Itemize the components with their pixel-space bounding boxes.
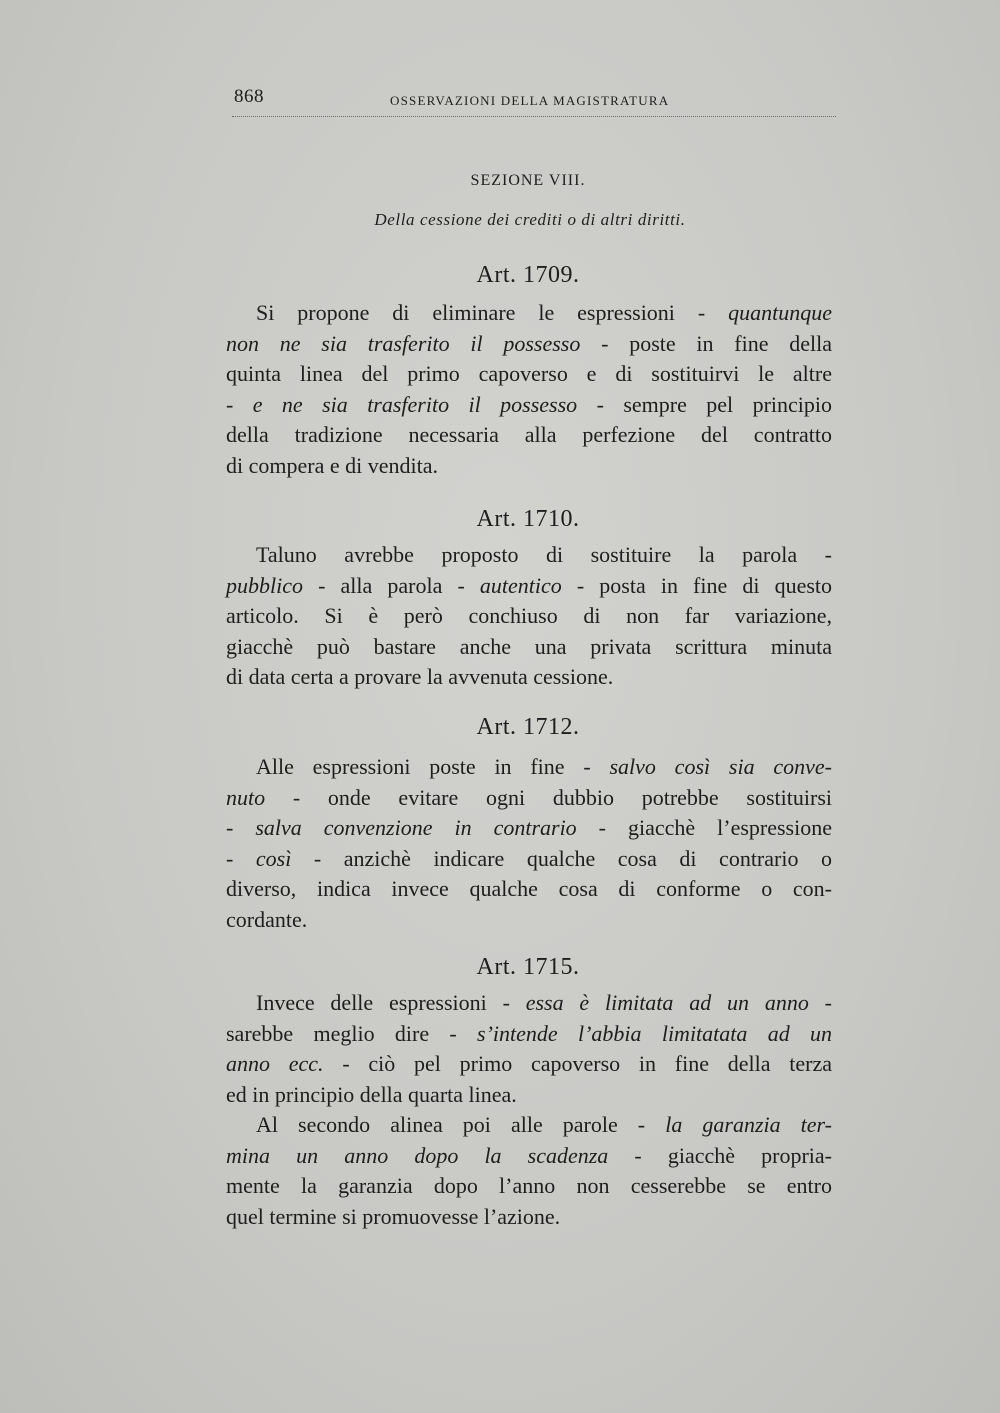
text-line: pubblico - alla parola - autentico - posta in fine di questo [226, 572, 833, 598]
text-line: della tradizione necessaria alla perfezione del contratto [226, 422, 832, 447]
text-line: sarebbe meglio dire - s’intende l’abbia limitatata ad un [226, 1020, 832, 1046]
text-line: mente la garanzia dopo l’anno non cesserebbe se entro [226, 1173, 832, 1198]
text-line: ed in principio della quarta linea. [226, 1081, 517, 1107]
text-line: quinta linea del primo capoverso e di sostituirvi le altre [226, 361, 832, 386]
text-line: - salva convenzione in contrario - giacchè l’espressione [226, 815, 832, 840]
text-line: - così - anzichè indicare qualche cosa di contrario o [226, 845, 833, 871]
section-title: SEZIONE VIII. [470, 172, 586, 189]
text-line: Alle espressioni poste in fine - salvo così sia conve- [256, 754, 832, 779]
article-body-1712 [226, 752, 832, 935]
article-heading-1709: Art. 1709. [476, 262, 580, 288]
text-line: di data certa a provare la avvenuta cessione. [226, 664, 614, 689]
text-line: di compera e di vendita. [226, 452, 438, 478]
article-heading-1710: Art. 1710. [476, 506, 580, 532]
text-line: Invece delle espressioni - essa è limitata ad un anno - [256, 990, 832, 1015]
text-line: Si propone di eliminare le espressioni - quantunque [256, 300, 832, 325]
text-line: cordante. [226, 906, 308, 932]
text-line: diverso, indica invece qualche cosa di conforme o con- [226, 876, 832, 901]
article-body-1710 [226, 540, 832, 693]
text-line: anno ecc. - ciò pel primo capoverso in fine della terza [226, 1051, 832, 1076]
article-body-1709 [226, 298, 832, 481]
article-heading-1712: Art. 1712. [476, 714, 580, 740]
text-line: nuto - onde evitare ogni dubbio potrebbe sostituirsi [226, 784, 832, 810]
page-number: 868 [234, 86, 264, 107]
section-subtitle: Della cessione dei crediti o di altri diritti. [374, 210, 686, 229]
running-title: OSSERVAZIONI DELLA MAGISTRATURA [390, 93, 670, 108]
text-line: giacchè può bastare anche una privata scrittura minuta [226, 633, 832, 659]
text-line: Al secondo alinea poi alle parole - la garanzia ter- [256, 1112, 832, 1137]
text-line: articolo. Si è però conchiuso di non far variazione, [226, 603, 832, 628]
article-heading-1715: Art. 1715. [476, 954, 580, 980]
page-header [232, 86, 836, 117]
text-line: Taluno avrebbe proposto di sostituire la parola - [256, 542, 832, 567]
article-body-1715 [226, 988, 832, 1232]
text-line: - e ne sia trasferito il possesso - sempre pel principio [226, 391, 832, 417]
text-line: non ne sia trasferito il possesso - poste in fine della [226, 330, 832, 356]
text-line: mina un anno dopo la scadenza - giacchè propria- [226, 1142, 832, 1168]
text-line: quel termine si promuovesse l’azione. [226, 1203, 561, 1229]
